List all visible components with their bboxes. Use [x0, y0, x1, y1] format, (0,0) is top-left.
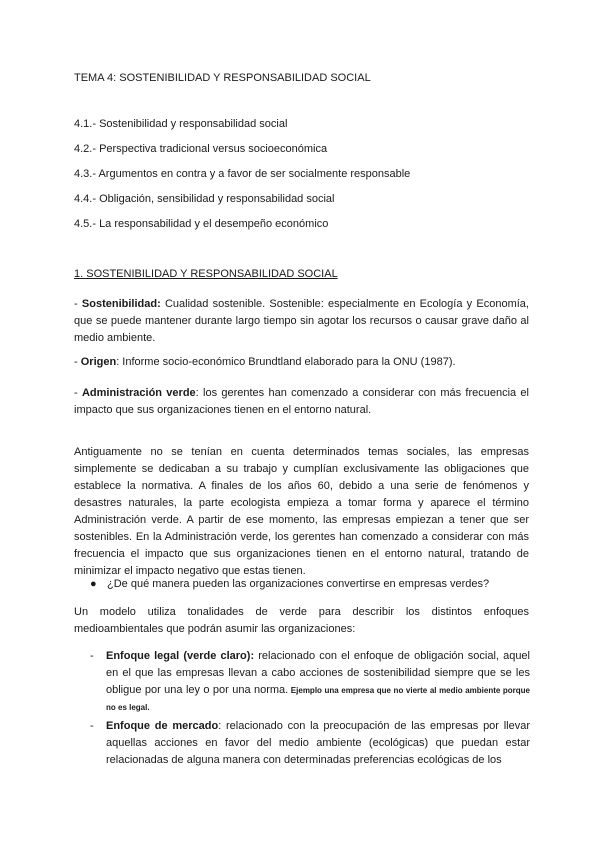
table-of-contents — [74, 116, 410, 241]
list-item-enfoque-mercado — [90, 718, 530, 769]
definition-administracion-verde — [74, 385, 529, 419]
definition-term: Origen — [80, 356, 117, 368]
definition-prefix: - — [74, 298, 82, 310]
toc-item: 4.1.- Sostenibilidad y responsabilidad social — [74, 118, 288, 130]
bullet-text: ¿De qué manera pueden las organizaciones convertirse en empresas verdes? — [107, 578, 490, 590]
document-title: TEMA 4: SOSTENIBILIDAD Y RESPONSABILIDAD SOCIAL — [74, 72, 371, 84]
definition-prefix: - — [74, 387, 82, 399]
dash-marker: - — [90, 650, 94, 662]
definition-term: Sostenibilidad: — [81, 298, 161, 310]
definition-text: : Informe socio-económico Brundtland elaborado para la ONU (1987). — [116, 356, 456, 368]
definition-origen — [74, 354, 529, 371]
bullet-icon: ● — [90, 578, 97, 590]
item-term: Enfoque de mercado — [106, 720, 219, 732]
list-item-text — [106, 718, 530, 769]
definition-sostenibilidad — [74, 296, 529, 347]
definition-text: : los gerentes han comenzado a considerar con más frecuencia el impacto que sus organizaciones tienen en el entorno natural. — [74, 387, 529, 416]
item-text: relacionado con el enfoque de obligación social, aquel en el que las empresas llevan a cabo acciones de sostenibilidad siempre que se les obligue por una ley o por una norma. — [106, 650, 530, 696]
dash-marker: - — [90, 720, 94, 732]
section-heading: 1. SOSTENIBILIDAD Y RESPONSABILIDAD SOCIAL — [74, 268, 338, 280]
toc-item: 4.4.- Obligación, sensibilidad y responsabilidad social — [74, 193, 335, 205]
toc-item: 4.2.- Perspectiva tradicional versus socioeconómica — [74, 143, 328, 155]
item-text: : relacionado con la preocupación de las empresas por llevar aquellas acciones en favor del medio ambiente (ecológicas) que puedan estar relacionadas de alguna manera con determinadas preferencias ecológicas de los — [106, 720, 530, 766]
item-note: Ejemplo una empresa que no vierte al medio ambiente porque no es legal. — [106, 686, 530, 712]
intro-paragraph: Un modelo utiliza tonalidades de verde para describir los distintos enfoques medioambientales que podrán asumir las organizaciones: — [74, 606, 529, 635]
toc-item: 4.3.- Argumentos en contra y a favor de ser socialmente responsable — [74, 168, 411, 180]
list-item-text — [106, 648, 530, 716]
body-paragraph: Antiguamente no se tenían en cuenta determinados temas sociales, las empresas simplemente se dedicaban a su trabajo y cumplían exclusivamente las obligaciones que establece la normativa. A finales de los años 60, debido a una serie de fenómenos y desastres naturales, la parte ecologista empieza a tomar forma y aparece el término Administración verde. A partir de ese momento, las empresas empiezan a tener que ser sostenibles. En la Administración verde, los gerentes han comenzado a considerar con más frecuencia el impacto que sus organizaciones tienen en el entorno natural, tratando de minimizar el impacto negativo que estas tienen. — [74, 446, 529, 577]
toc-item: 4.5.- La responsabilidad y el desempeño económico — [74, 218, 329, 230]
definition-term: Administración verde — [81, 387, 196, 399]
definition-prefix: - — [74, 356, 81, 368]
item-term: Enfoque legal (verde claro): — [106, 650, 255, 662]
list-item-enfoque-legal — [90, 648, 530, 716]
definition-text: Cualidad sostenible. Sostenible: especialmente en Ecología y Economía, que se puede mantener durante largo tiempo sin agotar los recursos o causar grave daño al medio ambiente. — [74, 298, 529, 344]
